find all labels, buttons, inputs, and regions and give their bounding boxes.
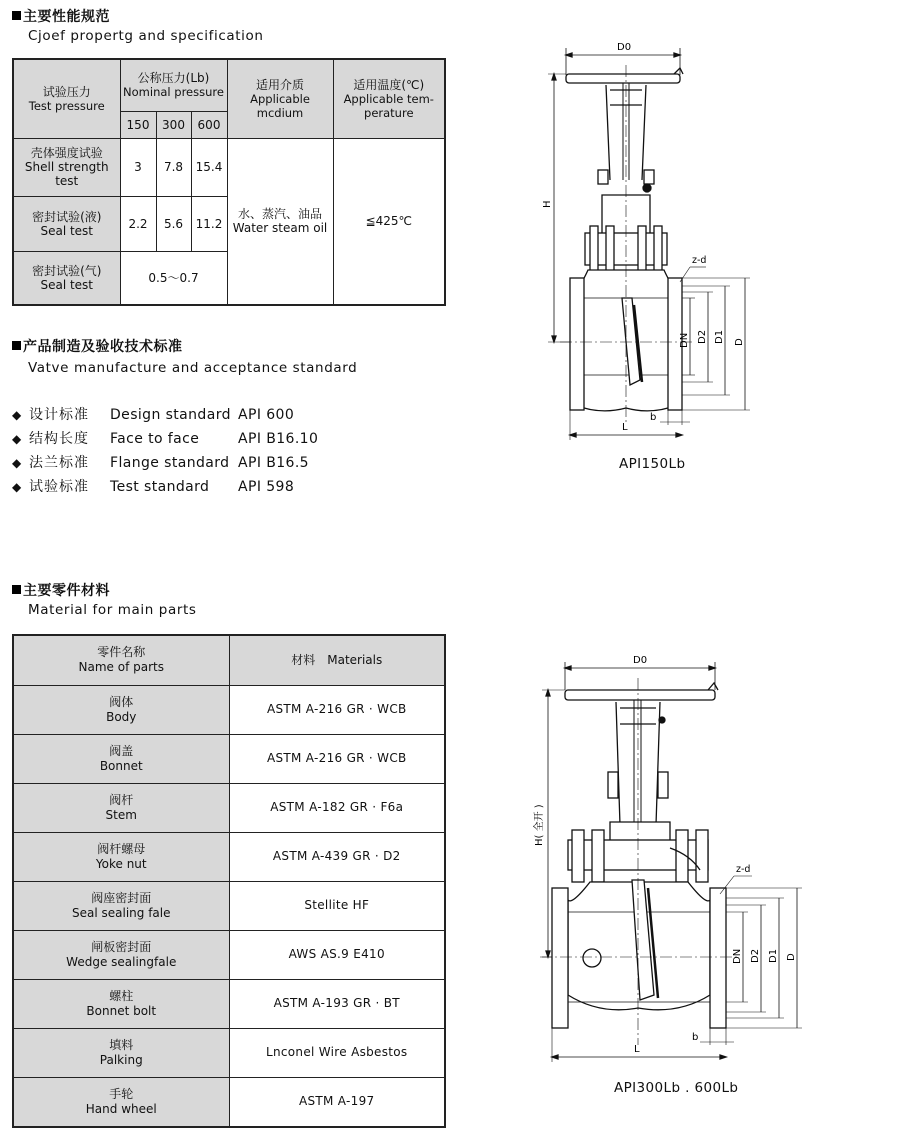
label-h: H( 全开 ) (534, 804, 545, 846)
label-d: D (734, 338, 745, 346)
material-value: ASTM A-193 GR · BT (229, 979, 445, 1028)
material-value: Lnconel Wire Asbestos (229, 1028, 445, 1077)
table-cell: 0.5～0.7 (120, 251, 227, 305)
label-dn: DN (732, 948, 743, 964)
material-value: ASTM A-439 GR · D2 (229, 832, 445, 881)
table-row (13, 685, 445, 734)
part-name: 阀体 Body (13, 685, 229, 734)
header-materials: 材料 Materials (229, 635, 445, 685)
table-row (13, 138, 445, 196)
label-d0: D0 (633, 655, 648, 666)
table-row (13, 881, 445, 930)
label-zd: z-d (692, 255, 707, 266)
medium-cell: 水、蒸汽、油品 Water steam oil (227, 138, 333, 305)
section-subtitle-standards: Vatve manufacture and acceptance standard (28, 360, 358, 376)
label-d1: D1 (768, 948, 779, 963)
table-cell: 15.4 (191, 138, 227, 196)
table-row (13, 1028, 445, 1077)
section-title-text: 主要性能规范 (23, 9, 110, 25)
table-cell: 3 (120, 138, 156, 196)
section-title-text: 主要零件材料 (23, 583, 110, 599)
spec-table (12, 58, 446, 306)
section-title-spec (12, 6, 110, 26)
label-d: D (786, 953, 797, 961)
material-table (12, 634, 446, 1128)
header-nominal-pressure: 公称压力(Lb) Nominal pressure (120, 59, 227, 111)
table-row (13, 783, 445, 832)
diamond-bullet-icon: ◆ (12, 456, 22, 470)
table-row (13, 1077, 445, 1127)
label-zd: z-d (736, 864, 751, 875)
temperature-cell: ≦425℃ (333, 138, 445, 305)
section-title-standards (12, 336, 183, 356)
label-d1: D1 (714, 329, 725, 344)
square-bullet-icon (12, 585, 21, 594)
part-name: 阀杆 Stem (13, 783, 229, 832)
material-value: ASTM A-197 (229, 1077, 445, 1127)
row-label: 壳体强度试验 Shell strength test (13, 138, 120, 196)
header-test-pressure: 试验压力 Test pressure (13, 59, 120, 138)
section-subtitle-materials: Material for main parts (28, 602, 197, 618)
diamond-bullet-icon: ◆ (12, 480, 22, 494)
diamond-bullet-icon: ◆ (12, 432, 22, 446)
square-bullet-icon (12, 11, 21, 20)
label-d2: D2 (750, 948, 761, 963)
label-h: H (542, 200, 553, 208)
valve-drawing-300-600lb (520, 650, 810, 1070)
header-part-name: 零件名称 Name of parts (13, 635, 229, 685)
label-l: L (622, 422, 628, 433)
part-name: 闸板密封面 Wedge sealingfale (13, 930, 229, 979)
material-value: ASTM A-182 GR · F6a (229, 783, 445, 832)
section-title-text: 产品制造及验收技术标准 (23, 339, 183, 355)
table-row (13, 979, 445, 1028)
header-temperature: 适用温度(℃) Applicable tem- perature (333, 59, 445, 138)
row-label: 密封试验(液) Seal test (13, 196, 120, 251)
label-d2: D2 (697, 329, 708, 344)
table-cell: 2.2 (120, 196, 156, 251)
square-bullet-icon (12, 341, 21, 350)
label-d0: D0 (617, 42, 632, 53)
part-name: 手轮 Hand wheel (13, 1077, 229, 1127)
material-value: ASTM A-216 GR · WCB (229, 685, 445, 734)
section-title-materials (12, 580, 110, 600)
material-value: Stellite HF (229, 881, 445, 930)
table-row (13, 734, 445, 783)
label-dn: DN (679, 332, 690, 348)
figure-caption-150lb: API150Lb (619, 456, 686, 472)
class-600: 600 (191, 111, 227, 138)
table-cell: 11.2 (191, 196, 227, 251)
class-300: 300 (156, 111, 191, 138)
part-name: 阀盖 Bonnet (13, 734, 229, 783)
part-name: 阀座密封面 Seal sealing fale (13, 881, 229, 930)
label-b: b (692, 1032, 699, 1043)
valve-drawing-150lb (530, 30, 770, 460)
label-b: b (650, 412, 657, 423)
row-label: 密封试验(气) Seal test (13, 251, 120, 305)
part-name: 螺柱 Bonnet bolt (13, 979, 229, 1028)
table-row (13, 930, 445, 979)
table-row (13, 832, 445, 881)
table-cell: 7.8 (156, 138, 191, 196)
diamond-bullet-icon: ◆ (12, 408, 22, 422)
label-l: L (634, 1044, 640, 1055)
figure-caption-300-600lb: API300Lb . 600Lb (614, 1080, 739, 1096)
section-subtitle-spec: Cjoef propertg and specification (28, 28, 264, 44)
table-cell: 5.6 (156, 196, 191, 251)
material-value: ASTM A-216 GR · WCB (229, 734, 445, 783)
part-name: 填料 Palking (13, 1028, 229, 1077)
class-150: 150 (120, 111, 156, 138)
part-name: 阀杆螺母 Yoke nut (13, 832, 229, 881)
material-value: AWS AS.9 E410 (229, 930, 445, 979)
header-medium: 适用介质 Applicable mcdium (227, 59, 333, 138)
